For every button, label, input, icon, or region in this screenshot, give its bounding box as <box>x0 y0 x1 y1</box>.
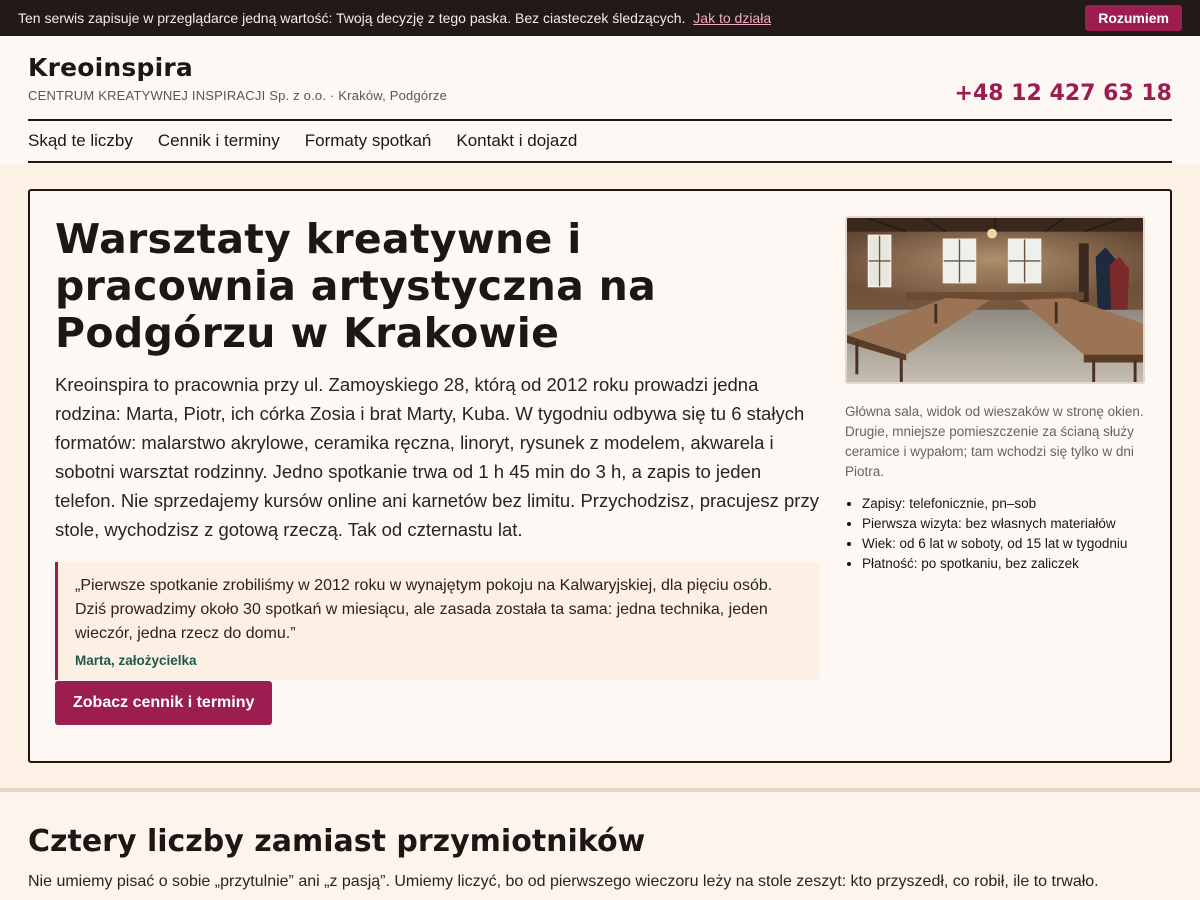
nav-item-numbers[interactable]: Skąd te liczby <box>28 131 133 150</box>
main-nav <box>28 119 1172 163</box>
hero-intro: Kreoinspira to pracownia przy ul. Zamoyskiego 28, którą od 2012 roku prowadzi jedna rodzina: Marta, Piotr, ich córka Zosia i brat Marty, Kuba. W tygodniu odbywa się tu 6 stałych formatów: malarstwo akrylowe, ceramika ręczna, linoryt, rysunek z modelem, akwarela i sobotni warsztat rodzinny. Jedno spotkanie trwa od 1 h 45 min do 3 h, a zapis to jeden telefon. Nie sprzedajemy kursów online ani karnetów bez limitu. Przychodzisz, pracujesz przy stole, wychodzisz z gotową rzeczą. Tak od czternastu lat. <box>55 374 819 540</box>
cookie-message <box>18 10 771 26</box>
fact-item: • Pierwsza wizyta: bez własnych materiałów <box>862 514 1145 534</box>
quote-text: „Pierwsze spotkanie zrobiliśmy w 2012 roku w wynajętym pokoju na Kalwaryjskiej, dla pięciu osób. Dziś prowadzimy około 30 spotkań w miesiącu, ale zasada została ta sama: jedna technika, jeden wieczór, jedna rzecz do domu.” <box>75 577 773 642</box>
fact-item: • Płatność: po spotkaniu, bez zaliczek <box>862 554 1145 574</box>
fact-item: • Wiek: od 6 lat w soboty, od 15 lat w tygodniu <box>862 534 1145 554</box>
page-title: Warsztaty kreatywne i pracownia artystyczna na Podgórzu w Krakowie <box>55 215 657 357</box>
phone-link[interactable]: +48 12 427 63 18 <box>954 81 1172 106</box>
nav-item-contact[interactable]: Kontakt i dojazd <box>456 131 578 150</box>
section-text: Nie umiemy pisać o sobie „przytulnie” ani „z pasją”. Umiemy liczyć, bo od pierwszego wieczoru leży na stole zeszyt: kto przyszedł, co robił, ile to trwało. <box>28 873 1099 890</box>
facts-list <box>845 494 1145 574</box>
brand <box>28 36 447 103</box>
cookie-text: Ten serwis zapisuje w przeglądarce jedną wartość: Twoją decyzję z tego paska. Bez ciasteczek śledzących. <box>18 10 686 26</box>
nav-item-formats[interactable]: Formaty spotkań <box>304 131 432 150</box>
quote-author: Marta, założycielka <box>75 653 197 668</box>
cookie-info-link[interactable]: Jak to działa <box>693 10 772 26</box>
numbers-section <box>0 788 1200 900</box>
pricing-cta-button[interactable]: Zobacz cennik i terminy <box>55 681 272 725</box>
founder-quote <box>55 562 820 680</box>
cookie-bar <box>0 0 1200 36</box>
tagline: CENTRUM KREATYWNEJ INSPIRACJI Sp. z o.o. · Kraków, Podgórze <box>28 88 447 103</box>
photo-caption: Główna sala, widok od wieszaków w stronę okien. Drugie, mniejsze pomieszczenie za ścianą służy ceramice i wypałom; tam wchodzi się tylko w dni Piotra. <box>845 404 1144 479</box>
logo[interactable]: Kreoinspira <box>28 53 193 82</box>
fact-item: • Zapisy: telefonicznie, pn–sob <box>862 494 1145 514</box>
cookie-accept-button[interactable]: Rozumiem <box>1085 5 1182 31</box>
nav-item-pricing[interactable]: Cennik i terminy <box>157 131 280 150</box>
studio-photo <box>845 216 1145 384</box>
section-title: Cztery liczby zamiast przymiotników <box>28 824 646 859</box>
site-header <box>0 36 1200 164</box>
hero-card <box>28 189 1172 763</box>
hero-section <box>0 164 1200 788</box>
